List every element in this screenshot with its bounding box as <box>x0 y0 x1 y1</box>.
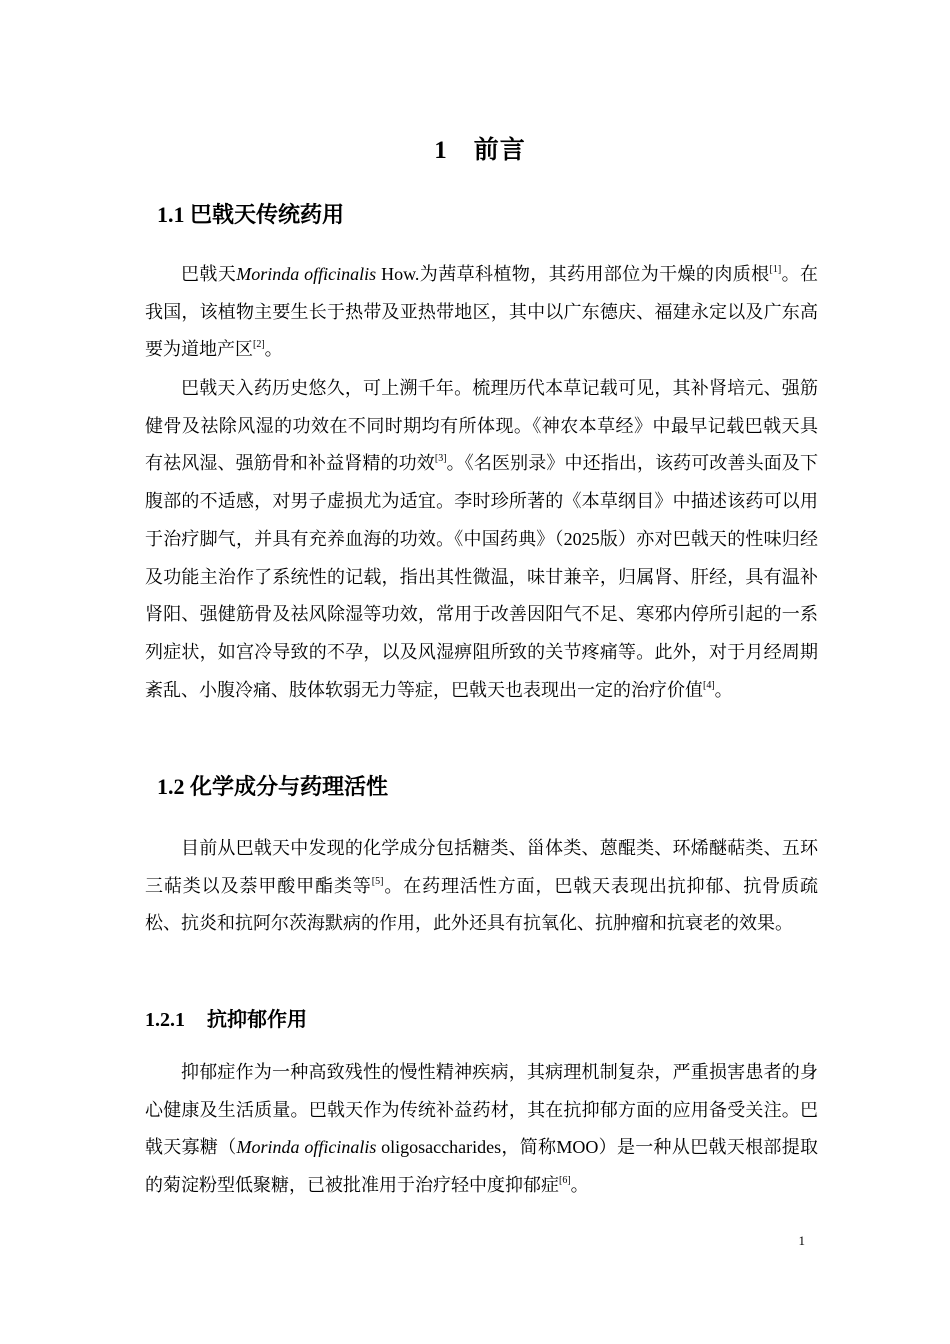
paragraph-text: 。 <box>714 679 733 700</box>
paragraph-1-2-a <box>145 830 818 943</box>
citation-ref[interactable]: [5] <box>371 875 384 887</box>
citation-ref[interactable]: [6] <box>559 1175 571 1187</box>
paragraph-1-1-a <box>145 256 818 369</box>
citation-ref[interactable]: [3] <box>434 453 447 465</box>
citation-ref[interactable]: [1] <box>769 264 782 275</box>
latin-name: Morinda officinalis <box>236 264 377 284</box>
citation-ref[interactable]: [2] <box>253 339 265 351</box>
paragraph-1-2-1-a <box>145 1054 818 1205</box>
paragraph-text: 。《名医别录》中还指出，该药可改善头面及下腹部的不适感，对男子虚损尤为适宜。李时珍所著的《本草纲目》中描述该药可以用于治疗脚气，并具有充养血海的功效。《中国药典》（2025版）亦对巴戟天的性味归经及功能主治作了系统性的记载，指出其性微温，味甘兼辛，归属肾、肝经，具有温补肾阳、强健筋骨及祛风除湿等功效，常用于改善因阳气不足、寒邪内停所引起的一系列症状，如宫冷导致的不孕，以及风湿痹阻所致的关节疼痛等。此外，对于月经周期紊乱、小腹冷痛、肢体软弱无力等症，巴戟天也表现出一定的治疗价值 <box>145 453 819 700</box>
subsection-number: 1.2.1 <box>145 1009 185 1031</box>
page-number: 1 <box>798 1233 805 1248</box>
paragraph-1-1-b <box>145 370 818 709</box>
paragraph-text: 。 <box>570 1175 589 1196</box>
paragraph-text: 巴戟天入药历史悠久，可上溯千年。梳理历代本草记载可见，其补肾培元、强筋健骨及祛除风湿的功效在不同时期均有所体现。《神农本草经》中最早记载巴戟天具有祛风湿、强筋骨和补益肾精的功效 <box>145 378 818 474</box>
paragraph-text: How.为茜草科植物，其药用部位为干燥的肉质根 <box>376 264 770 284</box>
paragraph-text: 。在我国，该植物主要生长于热带及亚热带地区，其中以广东德庆、福建永定以及广东高要为道地产区 <box>145 264 819 360</box>
section-heading-1-1: 1.1 巴戟天传统药用 <box>157 202 345 227</box>
paragraph-text: 抑郁症作为一种高致残性的慢性精神疾病，其病理机制复杂，严重损害患者的身心健康及生活质量。巴戟天作为传统补益药材，其在抗抑郁方面的应用备受关注。巴戟天寡糖（ <box>145 1062 818 1158</box>
section-heading-1-2: 1.2 化学成分与药理活性 <box>157 774 389 799</box>
paragraph-text: 目前从巴戟天中发现的化学成分包括糖类、甾体类、蒽醌类、环烯醚萜类、五环三萜类以及萘甲酸甲酯类等 <box>145 838 818 896</box>
citation-ref[interactable]: [4] <box>703 679 715 691</box>
paragraph-text: 。在药理活性方面，巴戟天表现出抗抑郁、抗骨质疏松、抗炎和抗阿尔茨海默病的作用，此外还具有抗氧化、抗肿瘤和抗衰老的效果。 <box>145 875 819 934</box>
paragraph-text: 巴戟天 <box>181 264 237 284</box>
chapter-title: 1 前言 <box>434 137 526 164</box>
subsection-heading-1-2-1 <box>145 1003 307 1032</box>
paragraph-text: 。 <box>264 339 283 360</box>
latin-name: Morinda officinalis <box>236 1137 377 1158</box>
paragraph-text: oligosaccharides，简称MOO）是一种从巴戟天根部提取的菊淀粉型低聚糖，已被批准用于治疗轻中度抑郁症 <box>145 1137 818 1196</box>
subsection-title: 抗抑郁作用 <box>207 1009 307 1031</box>
